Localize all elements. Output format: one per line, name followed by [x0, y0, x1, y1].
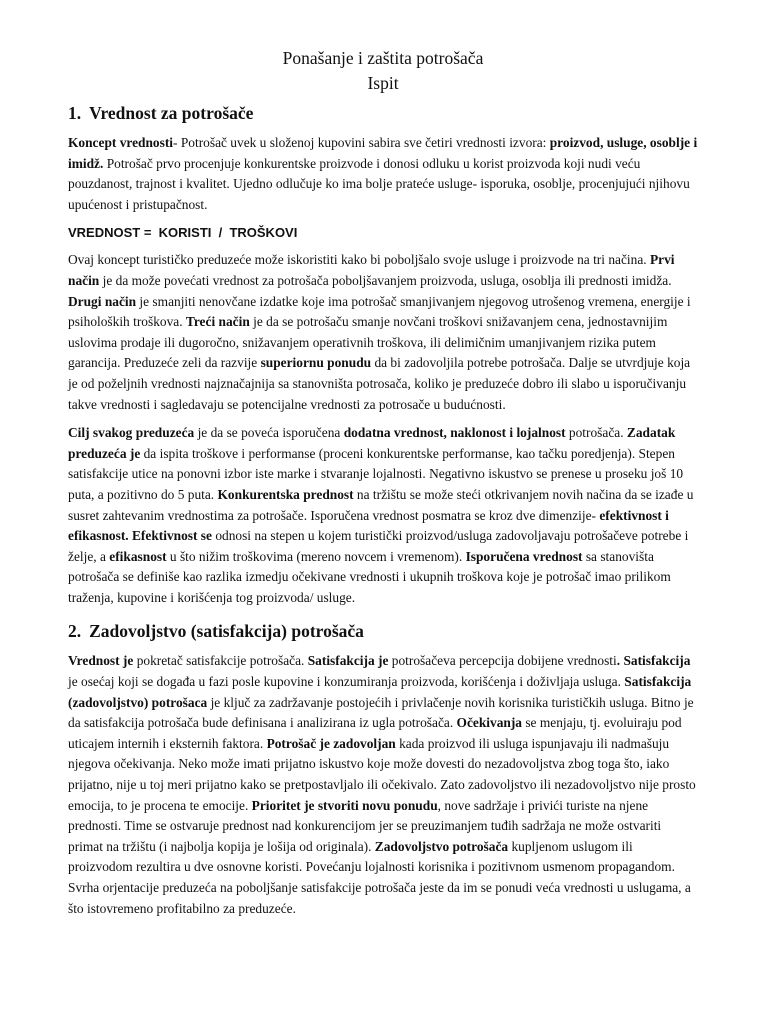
bold-term: Očekivanja: [456, 715, 522, 731]
text-run: potrošača.: [565, 425, 627, 441]
paragraph: [68, 133, 698, 215]
bold-term: Vrednost je: [68, 653, 134, 669]
value-formula: VREDNOST = KORISTI / TROŠKOVI: [68, 225, 298, 241]
text-run: , nove sadržaje i privići turiste na njene prednosti. Time se ostvaruje prednost nad konkurencijom jer se preuzimanjem tuđih sadržaja ne može ostvariti primat na tržištu (i najbolja kopija je lošija od originala).: [68, 797, 662, 854]
text-run: pokretač satisfakcije potrošača.: [133, 653, 308, 669]
bold-term: .: [616, 653, 621, 669]
bold-term: Cilj svakog preduzeća: [68, 425, 195, 441]
section-1-intro: [68, 133, 698, 215]
text-run: - Potrošač uvek u složenoj kupovini sabira sve četiri vrednosti izvora:: [173, 135, 550, 150]
text-run: odnosi na stepen u kojem turistički proizvod/usluga zadovoljavaju potrošačeve potrebe i želje, a: [68, 528, 689, 564]
text-run: Ovaj koncept turističko preduzeće može iskoristiti kako bi poboljšalo svoje usluge i proizvode na tri načina.: [68, 252, 650, 268]
section-title: Zadovoljstvo (satisfakcija) potrošača: [89, 621, 364, 642]
document-subtitle: Ispit: [367, 73, 399, 93]
section-1-body: [68, 250, 698, 608]
section-2-body: [68, 651, 698, 919]
text-run: je osećaj koji se događa u fazi posle kupovine i konzumiranja proizvoda, korišćenja i doživljaja usluga.: [68, 674, 625, 690]
bold-term: superiornu ponudu: [260, 355, 372, 371]
text-run: je smanjiti nenovčane izdatke koje ima potrošač smanjivanjem njegovog utrošenog vremena, energije i psiholoških troškova.: [68, 293, 691, 330]
bold-term: Isporučena vrednost: [465, 548, 583, 564]
bold-term: Prvi način: [68, 252, 675, 288]
text-run: da ispita troškove i performanse (proceni konkurentske performanse, kao tačku poredjenja). Stepen satisfakcije utice na ponovni izbor iste marke i stvaranje lojalnosti. Negativno iskustvo se prenese u proseku još 10 puta, a pozitivno do 5 puta.: [68, 445, 684, 502]
text-run: je da se poveća isporučena: [194, 425, 344, 441]
text-run: je da može povećati vrednost za potrošača poboljšavanjem proizvoda, usluga, osoblja ili prednosti imidža.: [99, 272, 672, 288]
text-run: se menjaju, tj. evoluiraju pod uticajem internih i eksternih faktora.: [68, 715, 682, 751]
document-title: Ponašanje i zaštita potrošača: [282, 48, 484, 68]
bold-term: dodatna vrednost, naklonost i lojalnost: [343, 425, 566, 441]
bold-term: Satisfakcija (zadovoljstvo) potrošaca: [68, 674, 692, 710]
paragraph: [68, 250, 698, 415]
bold-term: Zadatak preduzeća je: [68, 425, 676, 461]
bold-term: Potrošač je zadovoljan: [266, 735, 396, 751]
section-number: 1.: [68, 103, 82, 123]
bold-term: Zadovoljstvo potrošača: [374, 838, 509, 854]
section-heading-1: [68, 102, 698, 124]
bold-term: Treći način: [185, 314, 250, 330]
bold-term: Satisfakcija je: [307, 653, 389, 669]
bold-term: efektivnost i efikasnost. Efektivnost se: [68, 507, 669, 544]
text-run: Potrošač prvo procenjuje konkurentske proizvode i donosi odluku u korist proizvoda koji nudi veću pouzdanost, trajnost i kvalitet. Ujedno odlučuje ko ima bolje prateće usluge- isporuka, osoblje, procenjujući njihovu upućenost i pristupačnost.: [68, 155, 690, 212]
text-run: je ključ za zadržavanje postojećih i privlačenje novih korisnika turističkih usluga. Bitno je da satisfakcija potrošača bude definisana i analizirana iz ugla potrošača.: [68, 694, 694, 731]
bold-term: Prioritet je stvoriti novu ponudu: [251, 797, 438, 813]
bold-term: Satisfakcija: [623, 653, 691, 669]
text-run: kupljenom uslugom ili proizvodom rezultira u dve osnovne koristi. Povećanju lojalnosti korisnika i pozitivnom usmenom propagandom. Svrha orjentacije preduzeća na poboljšanje satisfakcije potrošača jeste da im se ponudi veća vrednosti u uslugama, a što istovremeno profitabilno za preduzeće.: [68, 838, 691, 916]
section-heading-2: [68, 620, 698, 642]
bold-term: Konkurentska prednost: [217, 486, 354, 502]
section-number: 2.: [68, 621, 82, 642]
paragraph: [68, 423, 698, 608]
text-run: kada proizvod ili usluga ispunjavaju ili nadmašuju njegova očekivanja. Neko može imati prijatno iskustvo koje može dovesti do nezadovoljstva zbog toga što, iako prijatno, nije u toj meri prijatno kako se pretpostavljalo ili očekivalo. Zato zadovoljstvo ili nezadovoljstvo nije prosto emocija, to je procena te emocije.: [68, 735, 696, 813]
bold-term: efikasnost: [109, 548, 167, 564]
text-run: sa stanovišta potrošača se definiše kao razlika izmedju očekivane vrednosti i ukupnih troškova koje je potrošač imao prilikom traženja, kupovine i korišćenja tog proizvoda/ usluge.: [68, 548, 671, 605]
text-run: u što nižim troškovima (mereno novcem i vremenom).: [166, 548, 466, 564]
text-run: je da se potrošaču smanje novčani troškovi snižavanjem cena, jednostavnijim uslovima prodaje ili dugoročno, snižavanjem operativnih troškova, ili delimičnim umanjivanjem rizika putem garancija. Preduzeće zeli da razvije: [68, 314, 668, 371]
bold-term: proizvod, usluge, osoblje i imidž.: [68, 135, 698, 171]
bold-term: Koncept vrednosti: [68, 135, 174, 150]
text-run: da bi zadovoljila potrebe potrošača. Dalje se utvrdjuje koja je od poželjnih vrednosti najznačajnija sa stanovništa potrosača, koliko je preduzeće dobro ili slabo u isporučivanju takve vrednosti i sagledavaju se potencijalne vrednosti za potrosače u budućnosti.: [68, 355, 691, 412]
text-run: na tržištu se može steći otkrivanjem novih načina da se izađe u susret zahtevanim vrednostima za potrošače. Isporučena vrednost posmatra se kroz dve dimenzije-: [68, 486, 694, 523]
bold-term: Drugi način: [68, 293, 137, 309]
paragraph: [68, 651, 698, 919]
text-run: potrošačeva percepcija dobijene vrednosti: [388, 653, 617, 669]
section-title: Vrednost za potrošače: [89, 103, 254, 123]
